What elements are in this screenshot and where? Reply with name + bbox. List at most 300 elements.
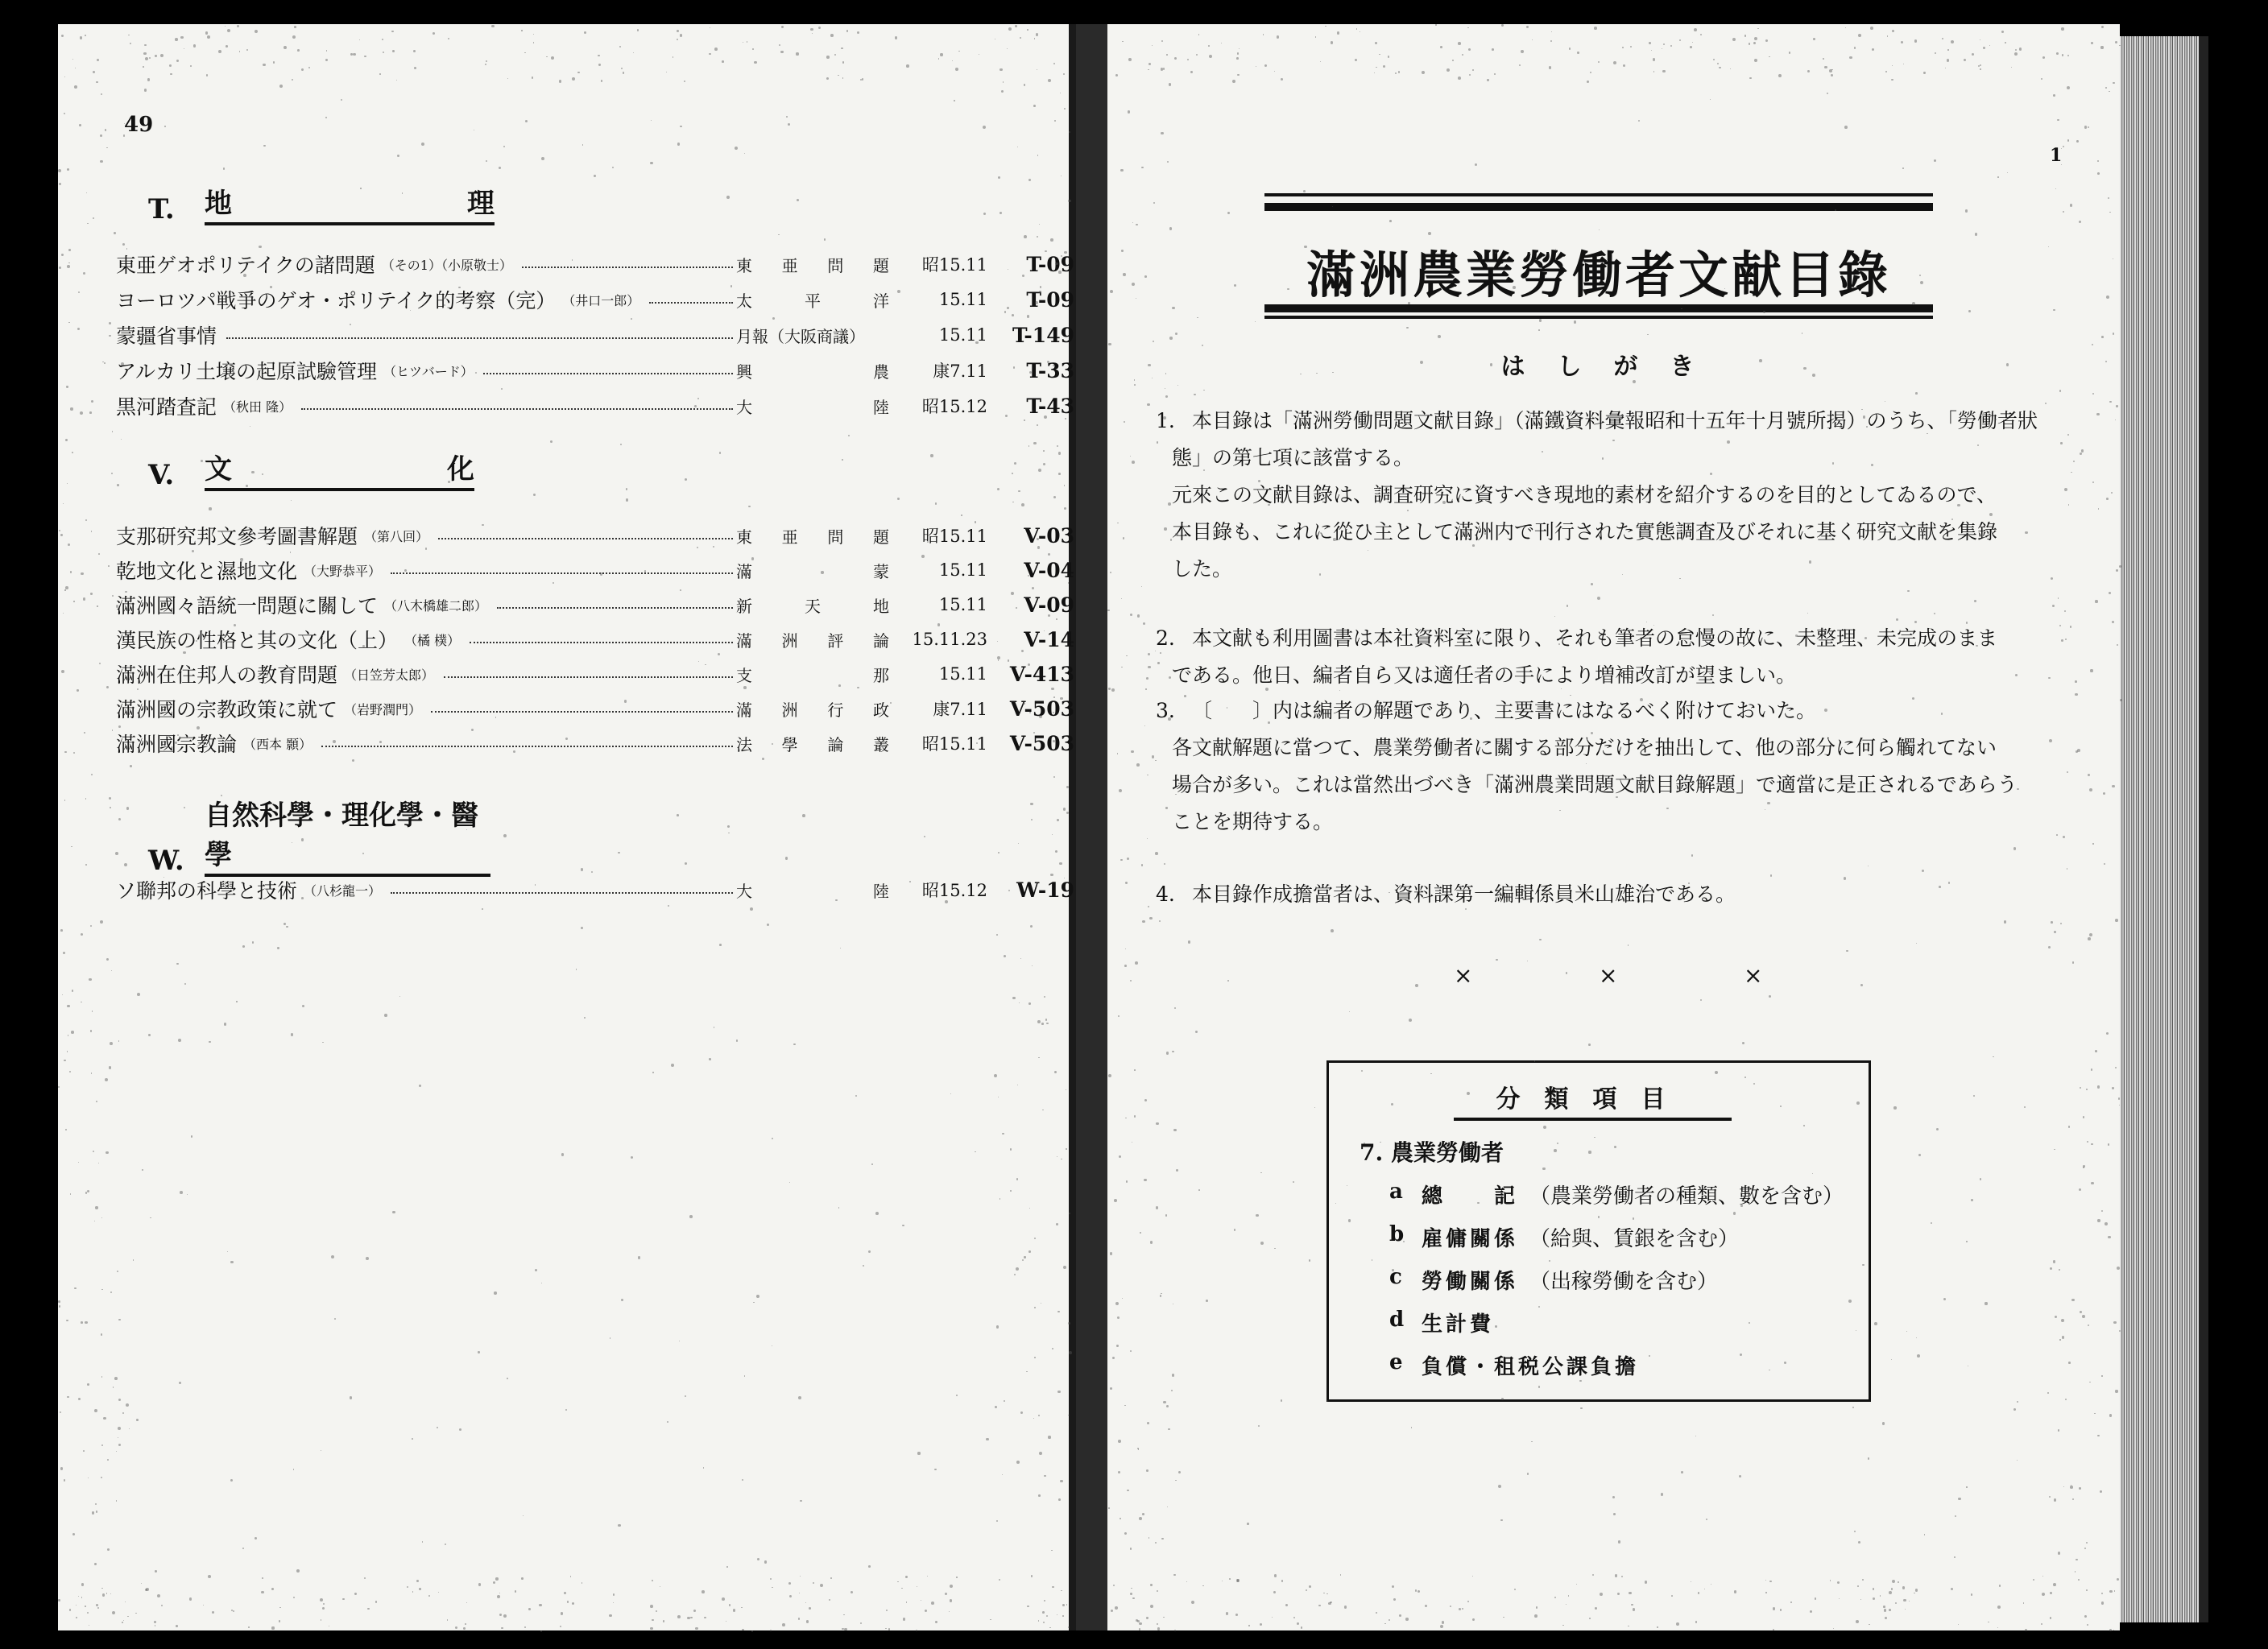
speckle [1041, 1023, 1044, 1025]
speckle [1169, 227, 1172, 229]
speckle [1892, 65, 1893, 66]
speckle [1428, 232, 1431, 235]
speckle [133, 1259, 134, 1260]
speckle [1971, 1199, 1972, 1201]
speckle [1527, 1473, 1529, 1475]
speckle [1614, 1146, 1616, 1148]
speckle [1964, 59, 1966, 61]
speckle [121, 362, 124, 366]
speckle [2013, 847, 2016, 849]
speckle [1597, 597, 1600, 600]
preface-line: 本目錄は「滿洲勞働問題文献目錄」（滿鐵資料彙報昭和十五年十月號所揭）のうち、「勞働者狀 [1192, 409, 2038, 432]
speckle [1885, 1617, 1887, 1619]
speckle [61, 670, 64, 673]
speckle [2095, 1050, 2097, 1052]
speckle [1891, 1588, 1893, 1590]
speckle [2094, 1413, 2095, 1414]
entry-code: V-09 [1024, 593, 1074, 617]
speckle [80, 411, 83, 415]
speckle [2014, 52, 2018, 56]
speckle [1130, 456, 1131, 457]
speckle [1062, 1604, 1065, 1606]
speckle [127, 1616, 128, 1617]
speckle [92, 1511, 94, 1514]
speckle [78, 1596, 79, 1597]
speckle [277, 947, 279, 948]
speckle [1383, 65, 1385, 68]
speckle [99, 663, 101, 664]
speckle [71, 846, 72, 847]
speckle [2108, 197, 2109, 199]
speckle [1166, 1405, 1169, 1407]
speckle [110, 1042, 113, 1045]
speckle [1044, 630, 1045, 631]
speckle [1602, 457, 1604, 459]
speckle [618, 1524, 621, 1527]
main-title-box [1264, 193, 1933, 314]
speckle [101, 1289, 102, 1290]
leader-dots [444, 676, 733, 678]
speckle [2059, 390, 2062, 392]
speckle [1408, 302, 1410, 304]
speckle [2033, 1579, 2034, 1581]
speckle [952, 60, 954, 62]
speckle [1160, 652, 1161, 654]
speckle [341, 99, 342, 101]
speckle [491, 25, 494, 27]
speckle [535, 884, 536, 885]
speckle [1384, 1623, 1385, 1624]
speckle [1467, 1092, 1470, 1095]
entry-date: 昭15.11 [921, 527, 987, 546]
speckle [727, 825, 730, 828]
speckle [382, 39, 383, 40]
speckle [576, 969, 577, 970]
entry-code: T-43 [1026, 394, 1074, 418]
speckle [2070, 626, 2071, 627]
speckle [1069, 1351, 1072, 1354]
preface-line: 場合が多い。これは當然出づべき「滿洲農業問題文献目錄解題」で適當に是正されるであらう [1172, 773, 2018, 796]
speckle [1942, 38, 1943, 39]
preface-line: 元來この文献目錄は、調査研究に資すべき現地的素材を紹介するのを目的としてゐるので、 [1172, 483, 1997, 506]
entry-journal [736, 593, 889, 617]
speckle [1012, 997, 1015, 999]
speckle [598, 55, 600, 57]
title-rule-top [1264, 193, 1933, 196]
preface-line: である。他日、編者自ら又は適任者の手により増補改訂が望ましい。 [1172, 663, 1797, 687]
speckle [1388, 56, 1389, 57]
speckle [1833, 1628, 1834, 1629]
speckle [626, 498, 628, 501]
speckle [1734, 1590, 1737, 1593]
speckle [1399, 1614, 1401, 1617]
speckle [455, 1626, 457, 1629]
speckle [2106, 1032, 2109, 1035]
speckle [2113, 1321, 2117, 1325]
speckle [1462, 54, 1463, 56]
speckle [1780, 1106, 1782, 1107]
speckle [1340, 718, 1341, 719]
speckle [735, 147, 738, 150]
speckle [354, 1593, 357, 1595]
speckle [1163, 416, 1166, 419]
speckle [352, 759, 354, 762]
speckle [2025, 1629, 2027, 1631]
speckle [100, 920, 103, 924]
speckle [60, 534, 64, 537]
speckle [2106, 295, 2109, 299]
speckle [1993, 1056, 1994, 1058]
speckle [1134, 1069, 1136, 1071]
speckle [1340, 1574, 1341, 1575]
speckle [1757, 28, 1758, 29]
speckle [123, 1620, 124, 1621]
speckle [2114, 1590, 2116, 1592]
preface-item-number: 3. [1156, 699, 1175, 722]
speckle [135, 1613, 137, 1614]
speckle [96, 1604, 98, 1606]
speckle [1651, 50, 1652, 51]
speckle [945, 900, 948, 903]
speckle [1638, 120, 1640, 122]
speckle [1014, 1274, 1016, 1275]
speckle [1732, 38, 1736, 41]
speckle [114, 1377, 118, 1380]
speckle [2097, 172, 2100, 175]
entry-code: V-413 [1009, 662, 1074, 686]
speckle [1156, 1206, 1158, 1209]
speckle [1161, 1538, 1163, 1539]
speckle [1119, 1155, 1121, 1158]
speckle [2083, 1116, 2084, 1118]
speckle [191, 1135, 193, 1138]
speckle [1713, 59, 1715, 60]
speckle [950, 1093, 951, 1094]
speckle [1663, 43, 1665, 45]
speckle [1837, 1581, 1840, 1584]
speckle [1110, 572, 1111, 573]
speckle [1153, 202, 1155, 204]
speckle [546, 56, 548, 58]
speckle [1034, 1307, 1036, 1308]
speckle [209, 507, 211, 510]
speckle [301, 897, 304, 899]
preface-item-number: 2. [1156, 626, 1175, 650]
speckle [1130, 614, 1132, 616]
speckle [1405, 1618, 1408, 1620]
speckle [294, 26, 296, 28]
speckle [1304, 246, 1306, 248]
speckle [1538, 1386, 1541, 1388]
speckle [1884, 1609, 1887, 1612]
speckle [224, 1023, 226, 1025]
speckle [1978, 65, 1980, 67]
speckle [225, 26, 226, 27]
speckle [2049, 1496, 2051, 1498]
speckle [96, 81, 98, 84]
speckle [524, 1626, 526, 1628]
speckle [1803, 1125, 1805, 1126]
speckle [1459, 774, 1463, 777]
speckle [1161, 132, 1163, 134]
entry-title: 滿洲國宗教論 [116, 733, 238, 756]
cross-mark-2: × [1599, 962, 1618, 989]
speckle [1064, 251, 1067, 254]
speckle [772, 1587, 773, 1589]
speckle [561, 1612, 563, 1614]
speckle [444, 304, 445, 306]
speckle [1344, 1606, 1347, 1609]
speckle [1912, 302, 1915, 305]
speckle [1501, 1398, 1504, 1400]
speckle [170, 73, 172, 75]
speckle [110, 1292, 112, 1293]
speckle [2068, 1126, 2070, 1127]
speckle [1868, 1457, 1869, 1459]
speckle [652, 1580, 653, 1581]
speckle [1136, 763, 1140, 767]
speckle [1559, 810, 1560, 811]
speckle [101, 1588, 102, 1589]
speckle [620, 444, 622, 445]
speckle [101, 1333, 103, 1336]
speckle [722, 1597, 725, 1601]
speckle [1640, 698, 1643, 701]
speckle [1033, 1418, 1034, 1419]
entry-title: アルカリ土壌の起原試驗管理 [116, 360, 378, 383]
speckle [906, 1601, 908, 1603]
speckle [1053, 740, 1055, 742]
speckle [1038, 1415, 1040, 1416]
speckle [618, 852, 619, 853]
speckle [2059, 1339, 2060, 1340]
classification-item [1389, 1180, 1844, 1209]
speckle [243, 274, 246, 277]
speckle [1917, 1354, 1920, 1358]
speckle [1027, 315, 1029, 317]
speckle [703, 1467, 704, 1468]
speckle [2089, 788, 2092, 791]
entry-author: （八木橋雄二郎） [384, 597, 488, 614]
speckle [1157, 1623, 1158, 1625]
speckle [422, 1541, 424, 1543]
speckle [2051, 921, 2053, 924]
speckle [1029, 1208, 1030, 1209]
speckle [2117, 644, 2118, 646]
speckle [1147, 403, 1150, 407]
speckle [438, 1592, 439, 1593]
speckle [656, 1610, 657, 1612]
speckle [1066, 812, 1069, 814]
speckle [1030, 803, 1033, 805]
speckle [1874, 1322, 1877, 1325]
speckle [83, 597, 85, 600]
speckle [67, 1051, 68, 1052]
entry-author: （八杉龍一） [304, 882, 382, 899]
speckle [1209, 55, 1212, 58]
speckle [1854, 47, 1856, 49]
speckle [821, 571, 823, 573]
speckle [1037, 236, 1038, 238]
speckle [1975, 233, 1977, 235]
speckle [1700, 999, 1702, 1001]
speckle [1587, 81, 1589, 83]
entry-code: T-09 [1026, 252, 1074, 276]
speckle [1141, 167, 1144, 169]
speckle [2023, 1602, 2025, 1604]
speckle [1169, 83, 1171, 85]
speckle [1037, 1020, 1041, 1023]
speckle [1174, 1630, 1177, 1632]
entry-journal [736, 253, 889, 276]
speckle [1943, 1298, 1946, 1300]
speckle [2086, 1089, 2088, 1090]
speckle [66, 386, 68, 387]
speckle [842, 1628, 843, 1630]
speckle [1159, 920, 1161, 923]
speckle [2105, 87, 2107, 89]
speckle [1032, 587, 1035, 590]
speckle [91, 531, 93, 532]
speckle [685, 478, 687, 481]
speckle [927, 541, 929, 543]
speckle [1064, 507, 1066, 510]
speckle [1032, 965, 1033, 966]
speckle [1698, 1592, 1700, 1594]
speckle [798, 1396, 801, 1399]
speckle [1612, 1496, 1615, 1498]
bibliography-entry [116, 623, 1074, 655]
speckle [1048, 614, 1051, 618]
speckle [2113, 82, 2115, 85]
speckle [1406, 327, 1409, 329]
speckle [437, 1427, 439, 1429]
speckle [302, 1005, 304, 1007]
speckle [1174, 57, 1177, 60]
speckle [857, 687, 859, 688]
speckle [633, 52, 634, 53]
speckle [1236, 1579, 1240, 1582]
preface-item-number: 4. [1156, 882, 1175, 906]
cross-mark-1: × [1454, 962, 1473, 989]
speckle [751, 1630, 753, 1632]
left-page-number: 49 [124, 113, 154, 137]
speckle [1860, 1599, 1861, 1600]
speckle [83, 272, 85, 275]
speckle [65, 1129, 67, 1130]
speckle [122, 243, 125, 246]
speckle [1542, 1168, 1546, 1171]
speckle [208, 1575, 211, 1578]
entry-journal-char: 法 [736, 734, 752, 754]
speckle [1496, 959, 1497, 961]
speckle [2019, 48, 2022, 50]
speckle [1037, 546, 1041, 549]
speckle [1169, 676, 1171, 679]
speckle [1057, 445, 1058, 447]
speckle [1152, 755, 1154, 758]
speckle [1263, 34, 1264, 35]
speckle [2055, 188, 2056, 189]
speckle [321, 1619, 322, 1621]
speckle [230, 1479, 233, 1482]
speckle [950, 1599, 952, 1601]
classification-box [1326, 1060, 1871, 1402]
speckle [2054, 931, 2057, 934]
speckle [1051, 688, 1053, 690]
speckle [1163, 1617, 1165, 1618]
speckle [1044, 1600, 1045, 1601]
speckle [117, 1271, 118, 1272]
speckle [871, 1163, 873, 1165]
speckle [1160, 1295, 1162, 1297]
speckle [1348, 1219, 1351, 1221]
speckle [428, 1595, 430, 1597]
speckle [1260, 1242, 1264, 1245]
speckle [63, 613, 64, 614]
speckle [533, 34, 534, 35]
speckle [1122, 41, 1123, 42]
speckle [1132, 461, 1135, 464]
speckle [924, 836, 925, 837]
speckle [1579, 1380, 1581, 1382]
speckle [1719, 67, 1721, 69]
speckle [367, 1608, 370, 1610]
speckle [956, 1395, 958, 1396]
speckle [1331, 929, 1334, 932]
speckle [1907, 590, 1910, 593]
speckle [2079, 221, 2081, 223]
speckle [1116, 1345, 1119, 1347]
item-name: 負償・租税公課負擔 [1422, 1355, 1640, 1379]
speckle [685, 1395, 686, 1397]
speckle [1115, 1302, 1119, 1305]
speckle [1588, 1044, 1591, 1046]
speckle [1532, 39, 1533, 41]
speckle [1389, 220, 1392, 222]
speckle [2109, 592, 2111, 594]
speckle [1107, 610, 1110, 612]
speckle [262, 1577, 263, 1579]
speckle [279, 85, 283, 88]
speckle [74, 1287, 76, 1289]
speckle [1123, 273, 1125, 275]
speckle [67, 483, 68, 485]
speckle [124, 863, 127, 866]
speckle [1612, 440, 1614, 441]
speckle [1687, 294, 1688, 295]
speckle [1039, 715, 1042, 718]
speckle [83, 1450, 85, 1452]
speckle [1012, 314, 1014, 316]
entry-title: ソ聯邦の科學と技術 [116, 879, 298, 903]
speckle [1375, 42, 1377, 44]
speckle [1155, 760, 1157, 762]
speckle [2088, 774, 2090, 776]
speckle [1742, 1042, 1744, 1044]
speckle [154, 1621, 156, 1623]
speckle [1045, 1019, 1047, 1020]
speckle [2076, 1559, 2078, 1561]
speckle [1234, 1229, 1235, 1230]
speckle [1919, 275, 1921, 276]
speckle [1120, 169, 1124, 172]
speckle [931, 1601, 934, 1605]
speckle [697, 398, 699, 399]
speckle [996, 1520, 998, 1522]
section-heading [148, 793, 490, 877]
speckle [523, 1515, 524, 1516]
